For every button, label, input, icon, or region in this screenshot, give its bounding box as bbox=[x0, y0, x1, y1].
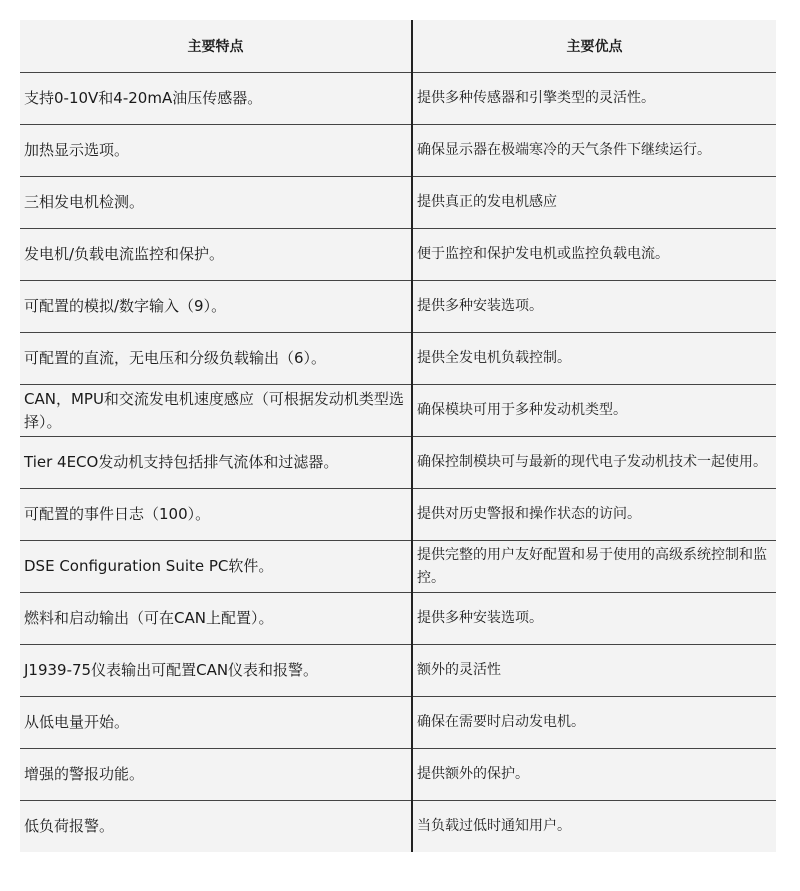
table-row bbox=[20, 749, 776, 801]
benefit-cell: 提供多种安装选项。 bbox=[412, 593, 776, 645]
feature-cell: 发电机/负载电流监控和保护。 bbox=[20, 229, 412, 281]
feature-cell: 三相发电机检测。 bbox=[20, 177, 412, 229]
feature-cell: DSE Configuration Suite PC软件。 bbox=[20, 541, 412, 593]
table-row bbox=[20, 125, 776, 177]
benefit-cell: 确保模块可用于多种发动机类型。 bbox=[412, 385, 776, 437]
table-row bbox=[20, 177, 776, 229]
feature-cell: 增强的警报功能。 bbox=[20, 749, 412, 801]
table-row bbox=[20, 73, 776, 125]
features-benefits-table bbox=[20, 20, 776, 852]
feature-cell: J1939-75仪表输出可配置CAN仪表和报警。 bbox=[20, 645, 412, 697]
benefit-cell: 额外的灵活性 bbox=[412, 645, 776, 697]
benefit-cell: 确保在需要时启动发电机。 bbox=[412, 697, 776, 749]
header-main-benefits: 主要优点 bbox=[412, 20, 776, 73]
feature-cell: 可配置的模拟/数字输入（9）。 bbox=[20, 281, 412, 333]
table-row bbox=[20, 333, 776, 385]
benefit-cell: 提供完整的用户友好配置和易于使用的高级系统控制和监控。 bbox=[412, 541, 776, 593]
benefit-cell: 确保显示器在极端寒冷的天气条件下继续运行。 bbox=[412, 125, 776, 177]
table-row bbox=[20, 697, 776, 749]
table-row bbox=[20, 437, 776, 489]
benefit-cell: 提供全发电机负载控制。 bbox=[412, 333, 776, 385]
table-row bbox=[20, 489, 776, 541]
feature-cell: 从低电量开始。 bbox=[20, 697, 412, 749]
feature-cell: 燃料和启动输出（可在CAN上配置）。 bbox=[20, 593, 412, 645]
benefit-cell: 提供多种传感器和引擎类型的灵活性。 bbox=[412, 73, 776, 125]
table-row bbox=[20, 229, 776, 281]
table-row bbox=[20, 645, 776, 697]
header-main-features: 主要特点 bbox=[20, 20, 412, 73]
table-row bbox=[20, 801, 776, 853]
benefit-cell: 提供额外的保护。 bbox=[412, 749, 776, 801]
table-row bbox=[20, 385, 776, 437]
table-header-row bbox=[20, 20, 776, 73]
feature-cell: Tier 4ECO发动机支持包括排气流体和过滤器。 bbox=[20, 437, 412, 489]
table-row bbox=[20, 541, 776, 593]
feature-cell: CAN，MPU和交流发电机速度感应（可根据发动机类型选择）。 bbox=[20, 385, 412, 437]
features-table-container bbox=[20, 20, 776, 852]
benefit-cell: 当负载过低时通知用户。 bbox=[417, 818, 571, 834]
feature-cell: 加热显示选项。 bbox=[20, 125, 412, 177]
feature-cell: 可配置的直流，无电压和分级负载输出（6）。 bbox=[20, 333, 412, 385]
feature-cell: 可配置的事件日志（100）。 bbox=[20, 489, 412, 541]
benefit-cell: 提供多种安装选项。 bbox=[412, 281, 776, 333]
table-row bbox=[20, 593, 776, 645]
feature-cell: 低负荷报警。 bbox=[20, 801, 412, 853]
benefit-cell: 便于监控和保护发电机或监控负载电流。 bbox=[412, 229, 776, 281]
benefit-cell: 提供对历史警报和操作状态的访问。 bbox=[412, 489, 776, 541]
feature-cell: 支持0-10V和4-20mA油压传感器。 bbox=[20, 73, 412, 125]
table-body bbox=[20, 73, 776, 853]
benefit-cell: 确保控制模块可与最新的现代电子发动机技术一起使用。 bbox=[412, 437, 776, 489]
benefit-cell: 提供真正的发电机感应 bbox=[412, 177, 776, 229]
table-row bbox=[20, 281, 776, 333]
